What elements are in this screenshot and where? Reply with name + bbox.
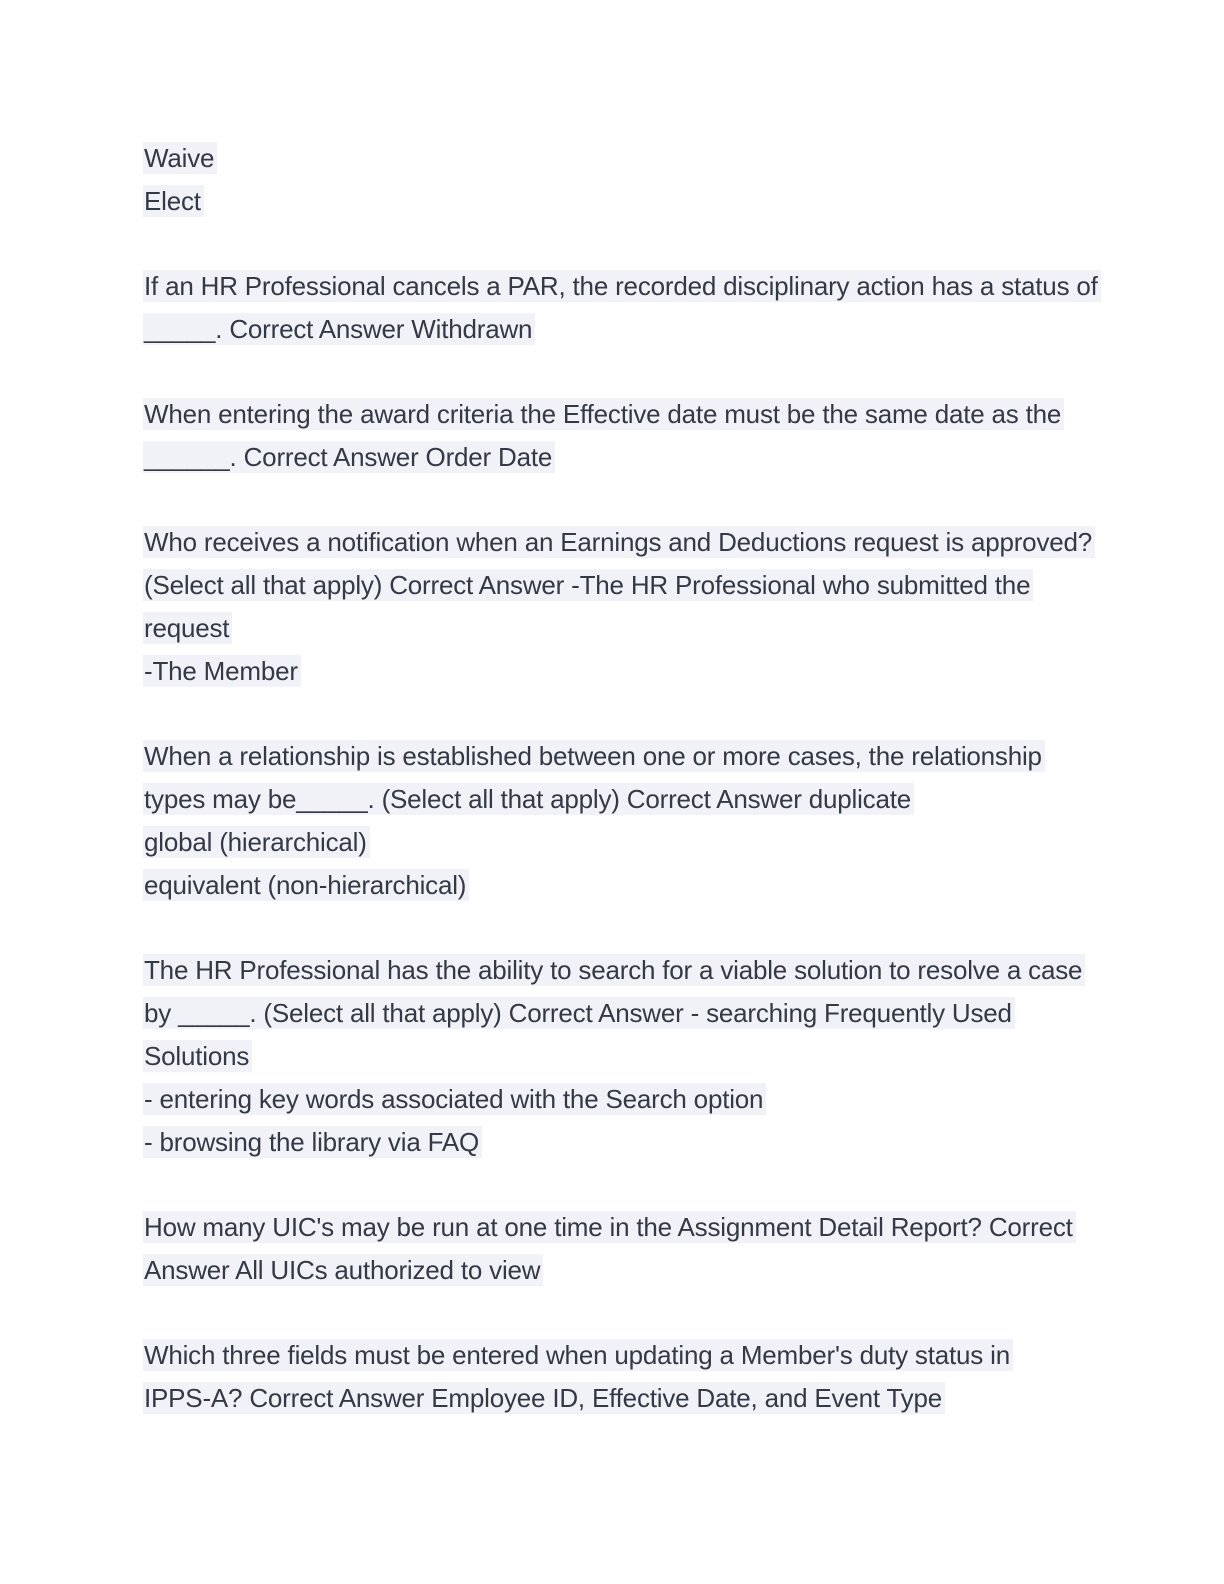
text-line: [143, 821, 1074, 864]
highlighted-text: - entering key words associated with the Search option: [143, 1083, 766, 1115]
text-line: [143, 265, 1098, 308]
text-line: [143, 180, 1074, 223]
text-line: [143, 949, 1083, 992]
text-line: [143, 607, 1074, 650]
highlighted-text: - browsing the library via FAQ: [143, 1126, 482, 1158]
highlighted-text: The HR Professional has the ability to search for a viable solution to resolve a case: [143, 954, 1085, 986]
text-line: [143, 864, 1074, 907]
question-block-award-criteria: [143, 393, 1074, 479]
highlighted-text: Who receives a notification when an Earnings and Deductions request is approved?: [143, 526, 1095, 558]
text-line: [143, 1035, 1074, 1078]
highlighted-text: (Select all that apply) Correct Answer -The HR Professional who submitted the: [143, 569, 1033, 601]
question-block-case-relationship: [143, 735, 1074, 907]
question-block-duty-status-fields: [143, 1334, 1074, 1420]
text-line: [143, 778, 1074, 821]
text-line: [143, 436, 1074, 479]
text-line: [143, 1377, 1074, 1420]
text-line: [143, 1249, 1074, 1292]
highlighted-text: Waive: [143, 142, 217, 174]
question-block-uic-report: [143, 1206, 1074, 1292]
highlighted-text: How many UIC's may be run at one time in the Assignment Detail Report? Correct: [143, 1211, 1076, 1243]
highlighted-text: by _____. (Select all that apply) Correct Answer - searching Frequently Used: [143, 997, 1015, 1029]
text-line: [143, 521, 1093, 564]
text-line: [143, 1334, 1074, 1377]
highlighted-text: types may be_____. (Select all that apply) Correct Answer duplicate: [143, 783, 914, 815]
highlighted-text: Elect: [143, 185, 204, 217]
highlighted-text: When entering the award criteria the Effective date must be the same date as the: [143, 398, 1064, 430]
highlighted-text: request: [143, 612, 232, 644]
text-line: [143, 992, 1074, 1035]
question-block-search-solution: [143, 949, 1083, 1164]
answer-options-block: [143, 137, 1074, 223]
text-line: [143, 1121, 1074, 1164]
highlighted-text: When a relationship is established between one or more cases, the relationship: [143, 740, 1045, 772]
highlighted-text: Answer All UICs authorized to view: [143, 1254, 543, 1286]
text-line: [143, 137, 1074, 180]
highlighted-text: global (hierarchical): [143, 826, 370, 858]
highlighted-text: equivalent (non-hierarchical): [143, 869, 469, 901]
highlighted-text: If an HR Professional cancels a PAR, the recorded disciplinary action has a status of: [143, 270, 1101, 302]
text-line: [143, 564, 1074, 607]
text-line: [143, 650, 1074, 693]
text-line: [143, 1078, 1074, 1121]
highlighted-text: Solutions: [143, 1040, 252, 1072]
question-block-par-cancel: [143, 265, 1098, 351]
highlighted-text: IPPS-A? Correct Answer Employee ID, Effective Date, and Event Type: [143, 1382, 945, 1414]
highlighted-text: Which three fields must be entered when updating a Member's duty status in: [143, 1339, 1013, 1371]
text-line: [143, 308, 1074, 351]
text-line: [143, 1206, 1074, 1249]
highlighted-text: _____. Correct Answer Withdrawn: [143, 313, 535, 345]
highlighted-text: ______. Correct Answer Order Date: [143, 441, 555, 473]
text-line: [143, 393, 1074, 436]
question-block-earnings-notification: [143, 521, 1093, 693]
text-line: [143, 735, 1074, 778]
highlighted-text: -The Member: [143, 655, 301, 687]
